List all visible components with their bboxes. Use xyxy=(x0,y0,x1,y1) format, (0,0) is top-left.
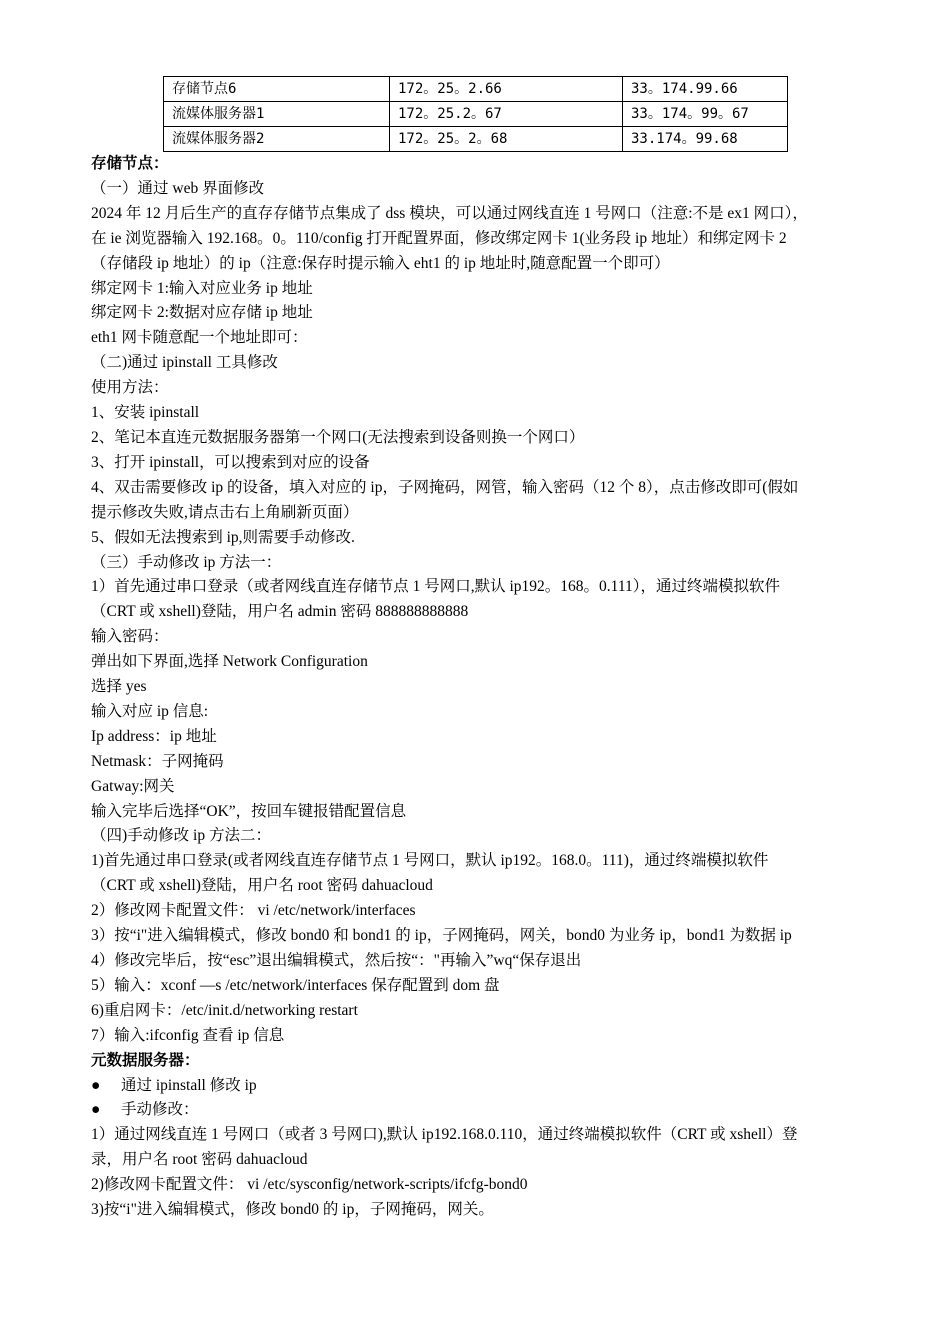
line-text: 绑定网卡 1:输入对应业务 ip 地址 xyxy=(91,279,313,297)
line-text: 绑定网卡 2:数据对应存储 ip 地址 xyxy=(91,304,313,322)
paragraph-line xyxy=(91,874,871,899)
paragraph-line xyxy=(91,725,871,750)
paragraph-line xyxy=(91,750,871,775)
paragraph-line xyxy=(91,252,871,277)
line-text: （存储段 ip 地址）的 ip（注意:保存时提示输入 eht1 的 ip 地址时,随意配置一个即可） xyxy=(91,254,670,272)
paragraph-line xyxy=(91,824,871,849)
storage-ip-cell: 33。174。99。67 xyxy=(623,102,788,127)
paragraph-line xyxy=(91,476,871,501)
line-text: 录，用户名 root 密码 dahuacloud xyxy=(91,1151,308,1169)
line-text: 1、安装 ipinstall xyxy=(91,404,200,422)
line-text: （一）通过 web 界面修改 xyxy=(91,179,265,197)
line-text: 4）修改完毕后，按“esc”退出编辑模式，然后按“："再输入”wq“保存退出 xyxy=(91,952,582,969)
line-text: 7）输入:ifconfig 查看 ip 信息 xyxy=(91,1026,285,1044)
line-text: 2）修改网卡配置文件： vi /etc/network/interfaces xyxy=(91,902,416,920)
paragraph-line xyxy=(91,1173,871,1198)
line-text: eth1 网卡随意配一个地址即可： xyxy=(91,329,308,347)
line-text: 通过 ipinstall 修改 ip xyxy=(121,1076,257,1094)
line-text: 3)按“i"进入编辑模式，修改 bond0 的 ip，子网掩码，网关。 xyxy=(91,1201,494,1219)
paragraph-line xyxy=(91,301,871,326)
paragraph-line xyxy=(91,575,871,600)
bullet-icon: ● xyxy=(91,1101,101,1119)
paragraph-line xyxy=(91,1148,871,1173)
line-text: 4、双击需要修改 ip 的设备，填入对应的 ip，子网掩码，网管，输入密码（12 个 8），点击修改即可(假如 xyxy=(91,478,799,496)
line-text: 弹出如下界面,选择 Network Configuration xyxy=(91,653,368,671)
line-text: 输入完毕后选择“OK”，按回车键报错配置信息 xyxy=(91,802,407,820)
business-ip-cell: 172。25。2。68 xyxy=(390,127,623,152)
paragraph-line xyxy=(91,974,871,999)
table-row xyxy=(164,77,788,102)
paragraph-line xyxy=(91,202,871,227)
line-text: 手动修改： xyxy=(121,1101,199,1119)
line-text: 1）首先通过串口登录（或者网线直连存储节点 1 号网口,默认 ip192。168。0.111），通过终端模拟软件 xyxy=(91,578,781,596)
bullet-item xyxy=(91,1074,871,1099)
storage-ip-cell: 33.174。99.68 xyxy=(623,127,788,152)
table-row xyxy=(164,102,788,127)
paragraph-line xyxy=(91,625,871,650)
line-text: Gatway:网关 xyxy=(91,777,175,795)
paragraph-line xyxy=(91,227,871,252)
line-text: 2)修改网卡配置文件： vi /etc/sysconfig/network-scripts/ifcfg-bond0 xyxy=(91,1176,528,1194)
paragraph-line xyxy=(91,551,871,576)
paragraph-line xyxy=(91,177,871,202)
line-text: 使用方法： xyxy=(91,379,169,397)
line-text: （三）手动修改 ip 方法一： xyxy=(91,553,282,571)
paragraph-line xyxy=(91,800,871,825)
paragraph-line xyxy=(91,899,871,924)
paragraph-line xyxy=(91,401,871,426)
bullet-icon: ● xyxy=(91,1076,101,1094)
line-text: 存储节点： xyxy=(91,155,169,172)
paragraph-line xyxy=(91,426,871,451)
storage-ip-cell: 33。174.99.66 xyxy=(623,77,788,102)
paragraph-line xyxy=(91,700,871,725)
line-text: 元数据服务器： xyxy=(91,1051,200,1069)
line-text: 3、打开 ipinstall，可以搜索到对应的设备 xyxy=(91,453,370,471)
paragraph-line xyxy=(91,600,871,625)
line-text: 5、假如无法搜索到 ip,则需要手动修改. xyxy=(91,528,355,546)
business-ip-cell: 172。25。2.66 xyxy=(390,77,623,102)
line-text: 1）通过网线直连 1 号网口（或者 3 号网口),默认 ip192.168.0.110，通过终端模拟软件（CRT 或 xshell）登 xyxy=(91,1126,798,1144)
device-name-cell: 流媒体服务器1 xyxy=(164,102,390,127)
line-text: （四)手动修改 ip 方法二： xyxy=(91,827,271,845)
line-text: Ip address：ip 地址 xyxy=(91,727,217,745)
line-text: Netmask：子网掩码 xyxy=(91,752,224,770)
line-text: 1)首先通过串口登录(或者网线直连存储节点 1 号网口，默认 ip192。168.0。111)，通过终端模拟软件 xyxy=(91,852,769,870)
line-text: 在 ie 浏览器输入 192.168。0。110/config 打开配置界面，修改绑定网卡 1(业务段 ip 地址）和绑定网卡 2 xyxy=(91,229,787,247)
line-text: 选择 yes xyxy=(91,678,147,696)
business-ip-cell: 172。25.2。67 xyxy=(390,102,623,127)
line-text: （二)通过 ipinstall 工具修改 xyxy=(91,354,278,372)
line-text: 5）输入：xconf —s /etc/network/interfaces 保存配置到 dom 盘 xyxy=(91,976,500,994)
line-text: 6)重启网卡：/etc/init.d/networking restart xyxy=(91,1001,358,1019)
line-text: 输入对应 ip 信息: xyxy=(91,702,209,720)
line-text: 2024 年 12 月后生产的直存存储节点集成了 dss 模块，可以通过网线直连 1 号网口（注意:不是 ex1 网口）， xyxy=(91,204,808,222)
paragraph-line xyxy=(91,675,871,700)
paragraph-line xyxy=(91,1198,871,1223)
paragraph-line xyxy=(91,376,871,401)
line-text: （CRT 或 xshell)登陆，用户名 root 密码 dahuacloud xyxy=(91,877,433,895)
line-text: 输入密码： xyxy=(91,628,169,646)
paragraph-line xyxy=(91,351,871,376)
paragraph-line xyxy=(91,451,871,476)
paragraph-line xyxy=(91,1024,871,1049)
paragraph-line xyxy=(91,999,871,1024)
bullet-item xyxy=(91,1098,871,1123)
paragraph-line xyxy=(91,1123,871,1148)
paragraph-line xyxy=(91,924,871,949)
paragraph-line xyxy=(91,775,871,800)
paragraph-line xyxy=(91,326,871,351)
line-text: 3）按“i"进入编辑模式，修改 bond0 和 bond1 的 ip，子网掩码，网关，bond0 为业务 ip，bond1 为数据 ip xyxy=(91,927,792,945)
paragraph-line xyxy=(91,949,871,974)
device-name-cell: 存储节点6 xyxy=(164,77,390,102)
line-text: （CRT 或 xshell)登陆，用户名 admin 密码 888888888888 xyxy=(91,603,469,621)
paragraph-line xyxy=(91,277,871,302)
document-body xyxy=(91,152,871,1223)
line-text: 2、笔记本直连元数据服务器第一个网口(无法搜索到设备则换一个网口） xyxy=(91,428,585,446)
paragraph-line xyxy=(91,526,871,551)
paragraph-line xyxy=(91,501,871,526)
paragraph-line xyxy=(91,650,871,675)
paragraph-line xyxy=(91,849,871,874)
section-heading xyxy=(91,1049,871,1074)
table-row xyxy=(164,127,788,152)
line-text: 提示修改失败,请点击右上角刷新页面） xyxy=(91,503,359,521)
section-heading xyxy=(91,152,871,177)
ip-address-table xyxy=(163,76,788,152)
device-name-cell: 流媒体服务器2 xyxy=(164,127,390,152)
